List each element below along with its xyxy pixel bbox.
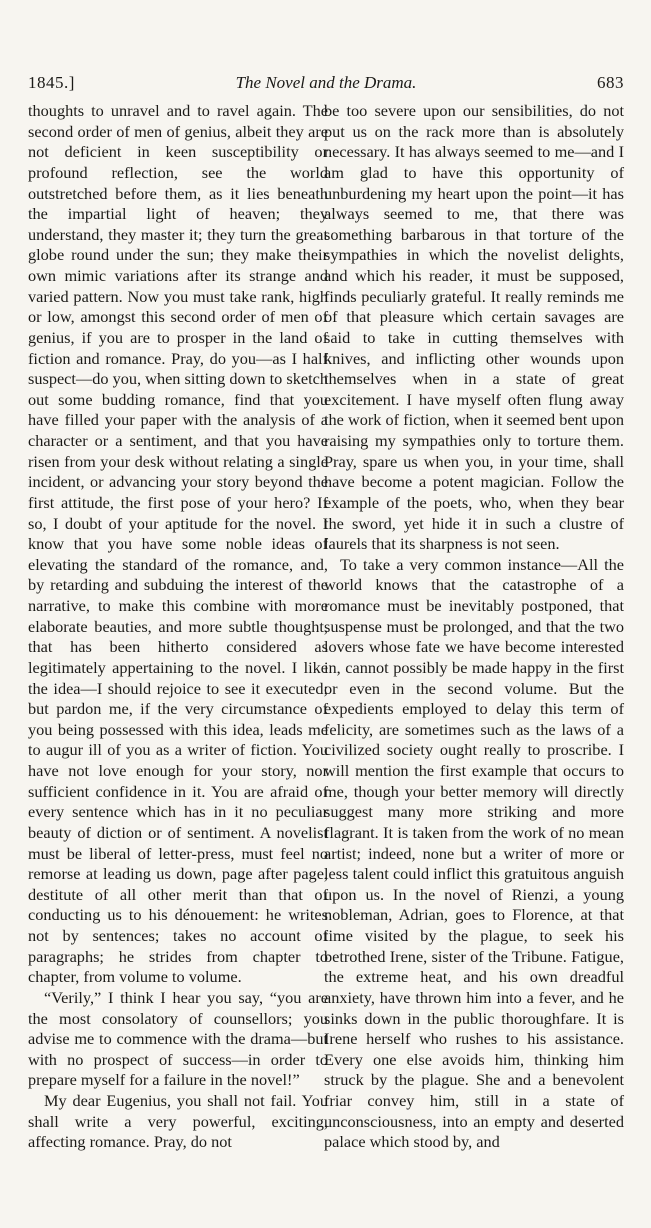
left-paragraph-3: My dear Eugenius, you shall not fail. You shall write a very powerful, exciting, affecting romance. Pray, do not — [28, 1091, 328, 1152]
header-title: The Novel and the Drama. — [235, 73, 417, 92]
header-year: 1845.] — [28, 73, 75, 92]
left-paragraph-2: “Verily,” I think I hear you say, “you are the most consolatory of counsellors; you advise me to commence with the drama—but with no prospect of success—in order to prepare myself for a failure in the novel!” — [28, 987, 328, 1090]
left-paragraph-1: thoughts to unravel and to ravel again. The second order of men of genius, albeit they are not deficient in keen susceptibility or profound reflection, see the world outstretched before them, as it lies beneath the impartial light of heaven; they understand, they master it; they turn the great globe round under the sun; they make their own mimic variations after its strange and varied pattern. Now you must take rank, high or low, amongst this second order of men of genius, if you are to prosper in the land of fiction and romance. Pray, do you—as I half suspect—do you, when sitting down to sketch out some budding romance, find that you have filled your paper with the analysis of a character or a sentiment, and that you have risen from your desk without relating a single incident, or advancing your story beyond the first attitude, the first pose of your hero? If so, I doubt of your aptitude for the novel. I know that you have some noble ideas of elevating the standard of the romance, and, by retarding and subduing the interest of the narrative, to make this combine with more elaborate beauties, and more subtle thought, that has been hitherto considered as legitimately appertaining to the novel. I like the idea—I should rejoice to see it executed; but pardon me, if the very circumstance of you being possessed with this idea, leads me to augur ill of you as a writer of fiction. You have not love enough for your story, nor sufficient confidence in it. You are afraid of every sentence which has in it no peculiar beauty of diction or of sentiment. A novelist must be liberal of letter-press, must feel no remorse at leading us down, page after page, destitute of all other merit than that of conducting us to his dénouement: he writes not by sentences; takes no account of paragraphs; he strides from chapter to chapter, from volume to volume. — [28, 101, 328, 987]
running-header — [28, 73, 624, 99]
right-paragraph-2: To take a very common instance—All the world knows that the catastrophe of a romance must be inevitably postponed, that suspense must be prolonged, and that the two lovers whose fate we have become interested in, cannot possibly be made happy in the first or even in the second volume. But the expedients employed to delay this term of felicity, are sometimes such as the laws of a civilized society ought really to proscribe. I will mention the first example that occurs to me, though your better memory will directly suggest many more striking and more flagrant. It is taken from the work of no mean artist; indeed, none but a writer of more or less talent could inflict this gratuitous anguish upon us. In the novel of Rienzi, a young nobleman, Adrian, goes to Florence, at that time visited by the plague, to seek his betrothed Irene, sister of the Tribune. Fatigue, the extreme heat, and his own dreadful anxiety, have thrown him into a fever, and he sinks down in the public thoroughfare. It is Irene herself who rushes to his assistance. Every one else avoids him, thinking him struck by the plague. She and a benevolent friar convey him, still in a state of unconsciousness, into an empty and deserted palace which stood by, and — [324, 554, 624, 1152]
right-column — [324, 101, 624, 1153]
right-paragraph-1: be too severe upon our sensibilities, do not put us on the rack more than is absolutely necessary. It has always seemed to me—and I am glad to have this opportunity of unburdening my heart upon the point—it has always seemed to me, that there was something barbarous in that torture of the sympathies in which the novelist delights, and which his reader, it must be supposed, finds peculiarly grateful. It really reminds me of that pleasure which certain savages are said to take in cutting themselves with knives, and inflicting other wounds upon themselves when in a state of great excitement. I have myself often flung away the work of fiction, when it seemed bent upon raising my sympathies only to torture them. Pray, spare us when you, in your time, shall have become a potent magician. Follow the example of the poets, who, when they bear the sword, yet hide it in such a clustre of laurels that its sharpness is not seen. — [324, 101, 624, 554]
page-number: 683 — [597, 73, 624, 92]
left-column — [28, 101, 328, 1153]
